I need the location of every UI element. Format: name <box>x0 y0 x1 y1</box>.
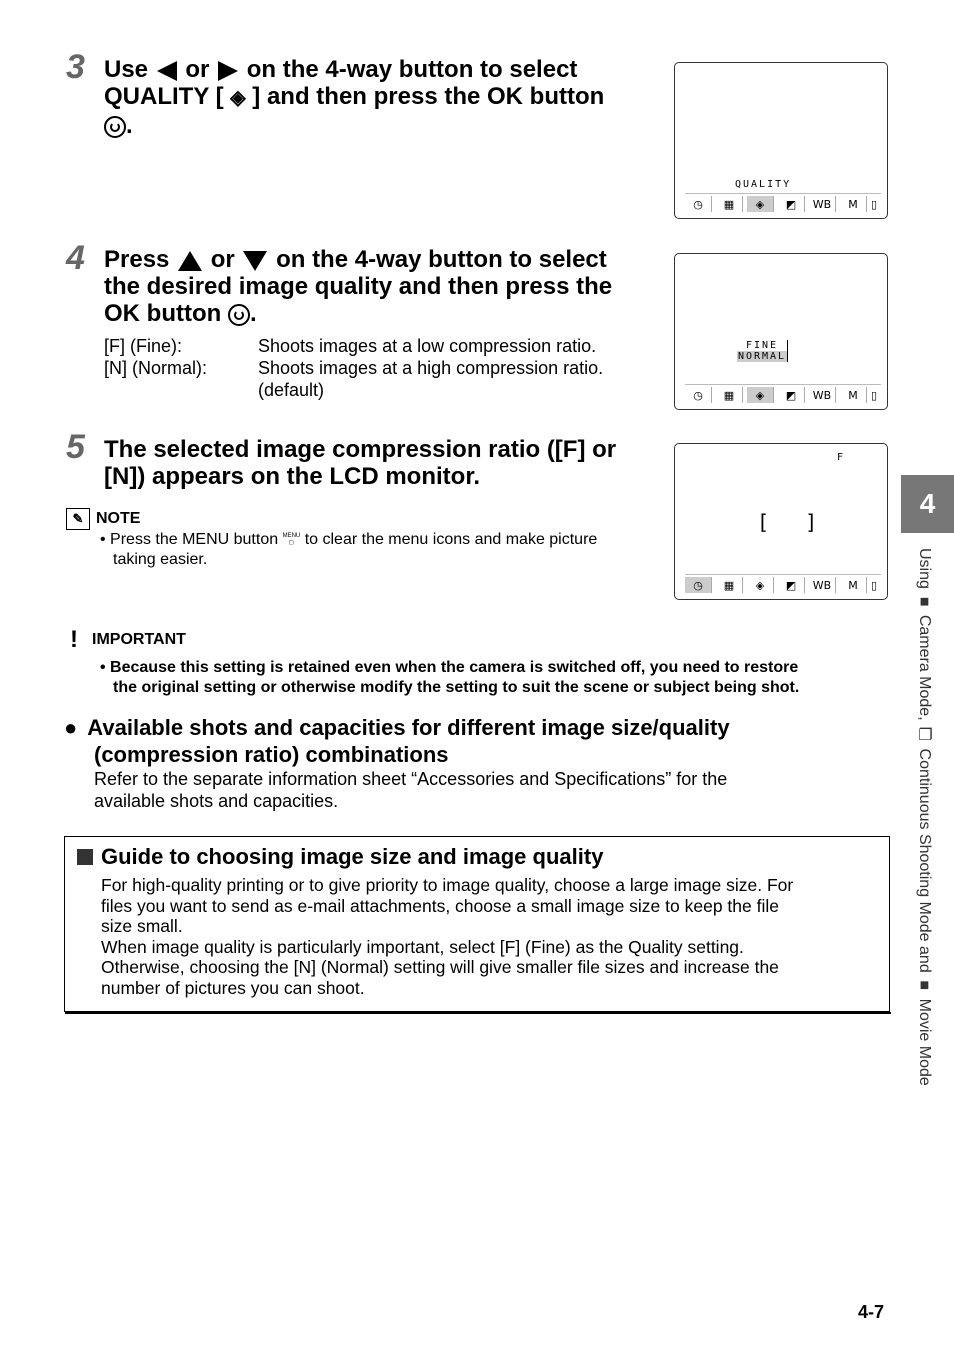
quality-icon: ◈ <box>230 87 246 109</box>
page-number: 4-7 <box>858 1302 885 1322</box>
available-shots-section: ● Available shots and capacities for different image size/quality (compression ratio) combinations Refer to the separate information sheet “Accessories and Specifications” for the available shots and capacities. <box>64 715 730 811</box>
down-arrow-icon <box>243 251 267 271</box>
chapter-side-title: Using ■ Camera Mode, ❐ Continuous Shooting Mode and ■ Movie Mode <box>916 548 933 1086</box>
battery-icon: ▯ <box>871 388 878 402</box>
note-icon: ✎ <box>66 508 90 530</box>
ok-button-icon <box>228 304 250 326</box>
step-number-5: 5 <box>66 428 85 466</box>
image-size-icon: ▦ <box>716 387 743 403</box>
image-size-icon: ▦ <box>716 196 743 212</box>
step-number-3: 3 <box>66 48 85 86</box>
movie-icon: ■ <box>916 977 933 995</box>
important-section: ! IMPORTANT • Because this setting is retained even when the camera is switched off, you need to restore the original setting or otherwise modify the setting to suit the scene or subject being shot. <box>70 626 800 696</box>
image-size-icon: ▦ <box>716 577 743 593</box>
quality-indicator: F <box>837 452 846 463</box>
lcd-screen-result <box>674 443 888 600</box>
quality-icon: ◈ <box>747 577 774 593</box>
metering-icon: M <box>840 387 867 403</box>
white-balance-icon: WB <box>809 387 836 403</box>
exposure-icon: ◩ <box>778 196 805 212</box>
menu-button-icon: MENU ◻ <box>282 532 301 546</box>
exclamation-icon: ! <box>70 626 78 653</box>
option-normal[interactable]: NORMAL <box>737 351 787 362</box>
option-fine[interactable]: FINE <box>745 340 779 351</box>
continuous-shooting-icon: ❐ <box>916 725 933 745</box>
quality-definitions: [F] (Fine): Shoots images at a low compression ratio. [N] (Normal): Shoots images at a high compression ratio. (default) <box>104 336 604 400</box>
bullet-circle-icon: ● <box>64 715 78 740</box>
guide-box: Guide to choosing image size and image quality For high-quality printing or to give priority to image quality, choose a large image size. For files you want to send as e-mail attachments, choose a small image size to keep the file size small. When image quality is particularly important, select [F] (Fine) as the Quality setting. Otherwise, choosing the [N] (Normal) setting will give smaller file sizes and increase the number of pictures you can shoot. <box>64 836 890 1012</box>
ok-button-icon <box>104 116 126 138</box>
chapter-tab: 4 <box>901 475 954 533</box>
self-timer-icon: ◷ <box>685 196 712 212</box>
step-4-heading: Press or on the 4-way button to select the desired image quality and then press the OK button . <box>104 246 613 327</box>
step-5-heading: The selected image compression ratio ([F] or [N]) appears on the LCD monitor. <box>104 436 617 490</box>
focus-brackets: [ ] <box>757 510 818 534</box>
lcd-quality-label: QUALITY <box>735 179 792 190</box>
square-bullet-icon <box>77 849 93 865</box>
step-number-4: 4 <box>66 239 85 277</box>
quality-icon: ◈ <box>747 387 774 403</box>
right-arrow-icon <box>218 61 238 81</box>
left-arrow-icon <box>157 61 177 81</box>
lcd-screen-quality-menu <box>674 62 888 219</box>
metering-icon: M <box>840 196 867 212</box>
up-arrow-icon <box>178 251 202 271</box>
lcd-menu-bar <box>685 384 881 405</box>
quality-options-popup <box>737 340 788 362</box>
battery-icon: ▯ <box>871 578 878 592</box>
lcd-screen-quality-options <box>674 253 888 410</box>
exposure-icon: ◩ <box>778 387 805 403</box>
metering-icon: M <box>840 577 867 593</box>
step-3-heading: Use or on the 4-way button to select QUALITY [ ◈ ] and then press the OK button . <box>104 56 605 139</box>
quality-icon: ◈ <box>747 196 774 212</box>
lcd-menu-bar <box>685 193 881 214</box>
battery-icon: ▯ <box>871 197 878 211</box>
camera-icon: ■ <box>916 593 933 611</box>
self-timer-icon: ◷ <box>685 577 712 593</box>
lcd-menu-bar <box>685 574 881 595</box>
exposure-icon: ◩ <box>778 577 805 593</box>
white-balance-icon: WB <box>809 577 836 593</box>
white-balance-icon: WB <box>809 196 836 212</box>
note-section: ✎ NOTE • Press the MENU button MENU ◻ to clear the menu icons and make picture taking easier. <box>66 508 666 570</box>
self-timer-icon: ◷ <box>685 387 712 403</box>
